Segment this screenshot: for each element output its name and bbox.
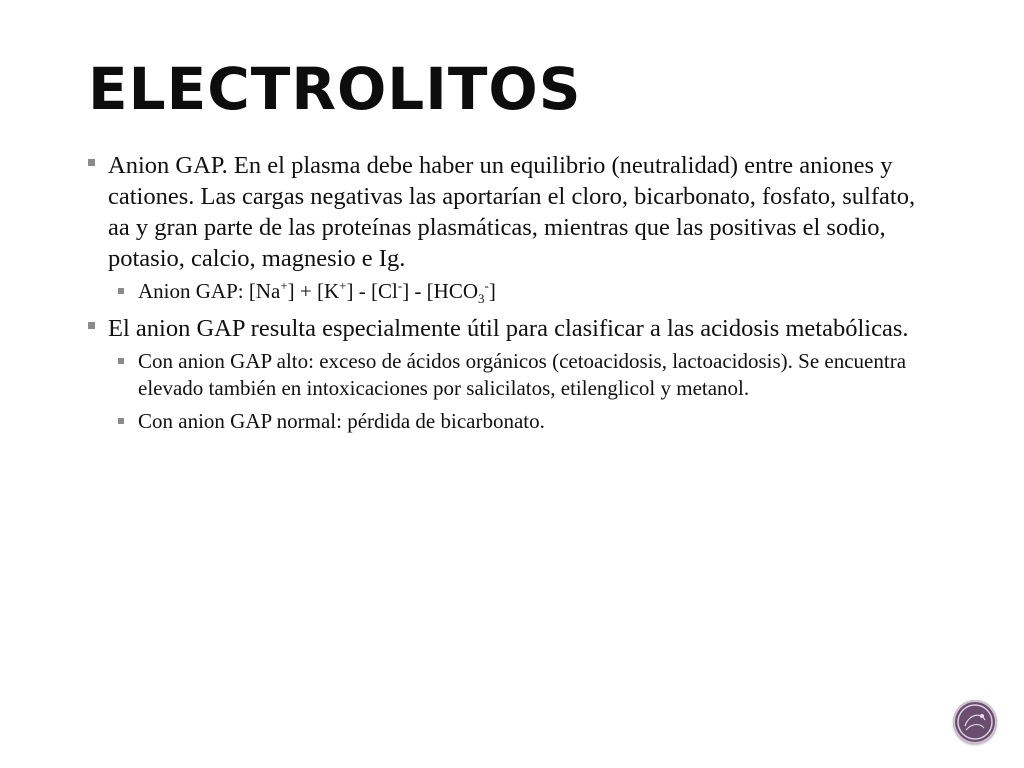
sub-bullet-text: Con anion GAP normal: pérdida de bicarbonato. — [138, 409, 545, 433]
square-bullet-icon — [88, 159, 95, 166]
bullet-list — [88, 150, 938, 435]
square-bullet-icon — [118, 358, 124, 364]
square-bullet-icon — [88, 322, 95, 329]
formula-sup-cl: - — [397, 278, 403, 293]
slide-title: ELECTROLITOS — [88, 55, 582, 123]
formula-mid-2: ] - [Cl — [346, 279, 398, 303]
decorative-circle-logo-icon — [953, 700, 997, 744]
sub-bullet-gap-normal — [108, 408, 938, 435]
formula-mid-1: ] + [K — [287, 279, 340, 303]
formula-sup-hco3: - — [484, 278, 489, 293]
sub-bullet-gap-alto — [108, 348, 938, 402]
bullet-text: El anion GAP resulta especialmente útil para clasificar a las acidosis metabólicas. — [108, 315, 909, 342]
square-bullet-icon — [118, 418, 124, 424]
square-bullet-icon — [118, 288, 124, 294]
formula-sub-3: 3 — [478, 291, 485, 307]
bullet-anion-gap — [88, 150, 938, 305]
sub-bullet-list — [108, 278, 938, 305]
formula-sup-na: + — [280, 278, 288, 293]
formula-prefix: Anion GAP: [Na — [138, 279, 281, 303]
sub-bullet-formula — [108, 278, 938, 305]
formula-sup-k: + — [339, 278, 347, 293]
sub-bullet-list — [108, 348, 938, 435]
bullet-text: Anion GAP. En el plasma debe haber un equilibrio (neutralidad) entre aniones y cationes. Las cargas negativas las aportarían el cloro, bicarbonato, fosfato, sulfato, aa y gran parte de las proteínas plasmáticas, mientras que las positivas el sodio, potasio, calcio, magnesio e Ig. — [108, 152, 916, 272]
sub-bullet-text: Con anion GAP alto: exceso de ácidos orgánicos (cetoacidosis, lactoacidosis). Se encuentra elevado también en intoxicaciones por salicilatos, etilenglicol y metanol. — [138, 349, 907, 400]
formula-suffix: ] — [488, 279, 496, 303]
formula-mid-3: ] - [HCO — [402, 279, 479, 303]
slide-content — [88, 150, 938, 443]
logo-swirl-icon — [953, 700, 997, 744]
bullet-acidosis — [88, 313, 938, 435]
